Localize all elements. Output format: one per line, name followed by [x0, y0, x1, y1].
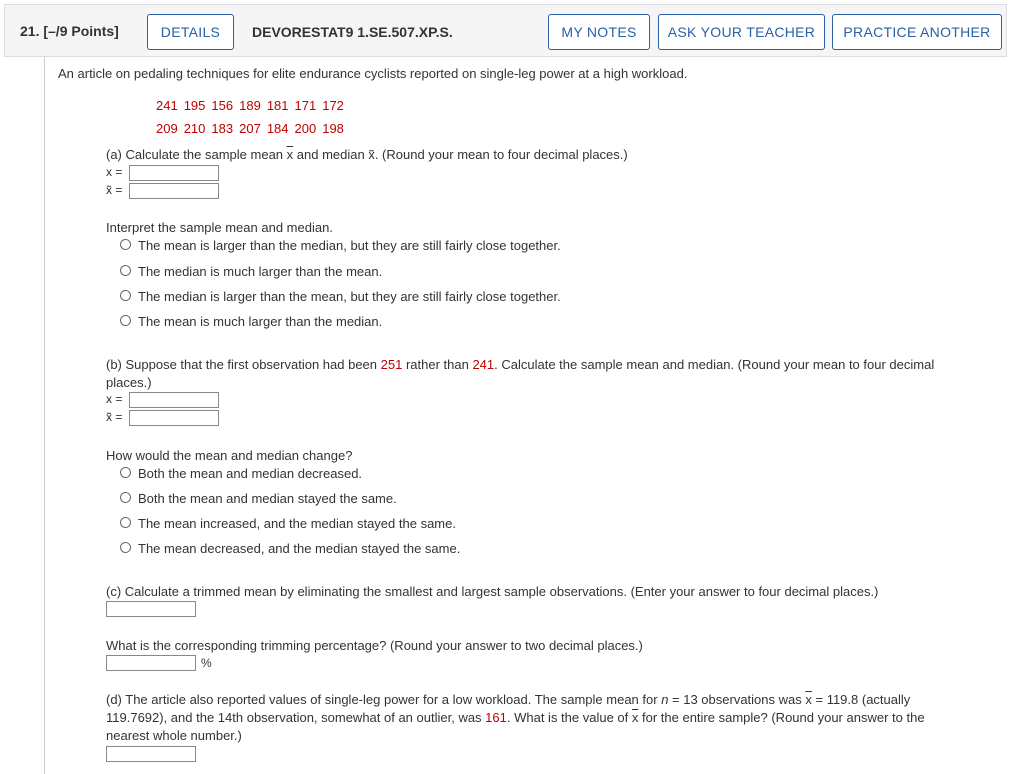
part-d-line1: (d) The article also reported values of single-leg power for a low workload. The sample mean for n = 13 observations was $\overline{x} = 119.8$ (actually [106, 692, 911, 707]
interpret-radio-3[interactable] [120, 290, 131, 301]
question-header [4, 4, 1007, 57]
practice-another-button[interactable]: PRACTICE ANOTHER [832, 14, 1002, 50]
points-label: [–/9 Points] [43, 23, 119, 39]
interpret-radio-4[interactable] [120, 315, 131, 326]
change-radio-3[interactable] [120, 517, 131, 528]
part-d-line3: nearest whole number.) [106, 728, 242, 743]
part-b-prompt: (b) Suppose that the first observation had been 251 rather than 241. Calculate the sample mean and median. (Round your mean to four decimal [106, 357, 935, 372]
change-radio-4[interactable] [120, 542, 131, 553]
change-prompt: How would the mean and median change? [106, 448, 353, 463]
interpret-option-2: The median is much larger than the mean. [138, 264, 383, 279]
data-row-2: 209 210 183 207 184 200 198 [156, 121, 344, 136]
change-option-3: The mean increased, and the median stayed the same. [138, 516, 456, 531]
interpret-option-4: The mean is much larger than the median. [138, 314, 383, 329]
change-radio-1[interactable] [120, 467, 131, 478]
part-b-prompt-line2: places.) [106, 375, 152, 390]
change-option-1: Both the mean and median decreased. [138, 466, 363, 481]
trim-percent-input[interactable] [106, 655, 196, 671]
part-a-median-label: x̃ = [106, 183, 123, 197]
change-radio-2[interactable] [120, 492, 131, 503]
details-button[interactable]: DETAILS [147, 14, 234, 50]
part-a-prompt: (a) Calculate the sample mean $\overline{x}$ and median x̃. (Round your mean to four decimal places.) [106, 147, 628, 162]
part-b-median-input[interactable] [129, 410, 219, 426]
interpret-option-3: The median is larger than the mean, but they are still fairly close together. [138, 289, 561, 304]
part-a-mean-input[interactable] [129, 165, 219, 181]
change-option-2: Both the mean and median stayed the same. [138, 491, 397, 506]
ask-teacher-button[interactable]: ASK YOUR TEACHER [658, 14, 825, 50]
interpret-prompt: Interpret the sample mean and median. [106, 220, 333, 235]
trim-percent-prompt: What is the corresponding trimming percentage? (Round your answer to two decimal places.) [106, 638, 643, 653]
interpret-option-1: The mean is larger than the median, but they are still fairly close together. [138, 238, 561, 253]
interpret-radio-2[interactable] [120, 265, 131, 276]
question-id: DEVORESTAT9 1.SE.507.XP.S. [252, 24, 453, 40]
part-c-prompt: (c) Calculate a trimmed mean by eliminating the smallest and largest sample observations. (Enter your answer to four decimal places.) [106, 584, 879, 599]
trimmed-mean-input[interactable] [106, 601, 196, 617]
change-option-4: The mean decreased, and the median stayed the same. [138, 541, 461, 556]
data-row-1: 241 195 156 189 181 171 172 [156, 98, 344, 113]
part-b-mean-label: x = [106, 392, 123, 406]
part-b-mean-input[interactable] [129, 392, 219, 408]
intro-text: An article on pedaling techniques for elite endurance cyclists reported on single-leg power at a high workload. [58, 66, 688, 81]
part-a-mean-label: x = [106, 165, 123, 179]
part-b-median-label: x̃ = [106, 410, 123, 424]
full-sample-mean-input[interactable] [106, 746, 196, 762]
percent-unit: % [201, 656, 212, 670]
part-d-line2: 119.7692), and the 14th observation, somewhat of an outlier, was 161. What is the value of $\overline{x}$ for the entire sample? (Round your answer to the [106, 710, 925, 725]
question-number: 21. [–/9 Points] [20, 23, 119, 39]
interpret-radio-1[interactable] [120, 239, 131, 250]
part-a-median-input[interactable] [129, 183, 219, 199]
my-notes-button[interactable]: MY NOTES [548, 14, 650, 50]
